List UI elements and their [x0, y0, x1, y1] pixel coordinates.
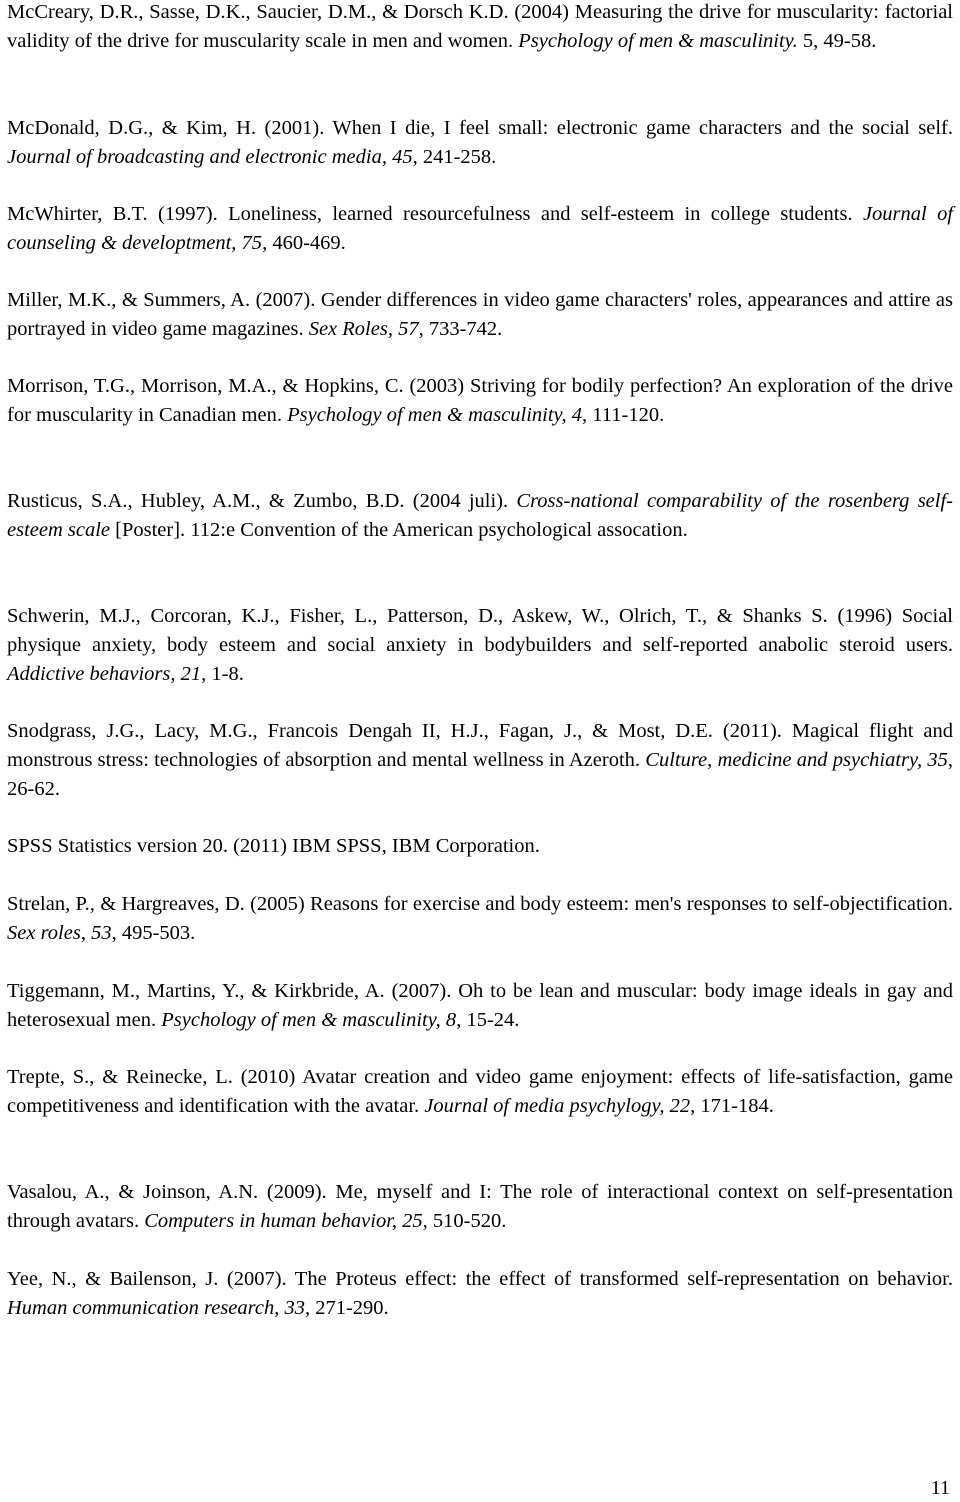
page-number: 11: [930, 1477, 950, 1499]
reference-entry: McWhirter, B.T. (1997). Loneliness, learned resourcefulness and self-esteem in college students. Journal of counseling & developtment, 75, 460-469.: [7, 203, 954, 254]
reference-entry: Miller, M.K., & Summers, A. (2007). Gender differences in video game characters' roles, appearances and attire as portrayed in video game magazines. Sex Roles, 57, 733-742.: [7, 289, 953, 340]
reference-entry: Morrison, T.G., Morrison, M.A., & Hopkins, C. (2003) Striving for bodily perfection? An exploration of the drive for muscularity in Canadian men. Psychology of men & masculinity, 4, 111-120.: [7, 375, 953, 426]
reference-entry: McCreary, D.R., Sasse, D.K., Saucier, D.M., & Dorsch K.D. (2004) Measuring the drive for muscularity: factorial validity of the drive for muscularity scale in men and women. Psychology of men & masculinity. 5, 49-58.: [7, 1, 953, 52]
reference-entry: Yee, N., & Bailenson, J. (2007). The Proteus effect: the effect of transformed self-representation on behavior. Human communication research, 33, 271-290.: [7, 1268, 953, 1319]
reference-entry: Schwerin, M.J., Corcoran, K.J., Fisher, L., Patterson, D., Askew, W., Olrich, T., & Shanks S. (1996) Social physique anxiety, body esteem and social anxiety in bodybuilders and self-reported anabolic steroid users. Addictive behaviors, 21, 1-8.: [7, 605, 953, 685]
reference-entry: Strelan, P., & Hargreaves, D. (2005) Reasons for exercise and body esteem: men's responses to self-objectification. Sex roles, 53, 495-503.: [7, 893, 953, 944]
reference-entry: McDonald, D.G., & Kim, H. (2001). When I die, I feel small: electronic game characters and the social self. Journal of broadcasting and electronic media, 45, 241-258.: [7, 117, 953, 168]
reference-entry: SPSS Statistics version 20. (2011) IBM SPSS, IBM Corporation.: [7, 835, 540, 857]
reference-entry: Snodgrass, J.G., Lacy, M.G., Francois Dengah II, H.J., Fagan, J., & Most, D.E. (2011). Magical flight and monstrous stress: technologies of absorption and mental wellness in Azeroth. Culture, medicine and psychiatry, 35, 26-62.: [7, 720, 953, 800]
reference-entry: Trepte, S., & Reinecke, L. (2010) Avatar creation and video game enjoyment: effects of life-satisfaction, game competitiveness and identification with the avatar. Journal of media psychylogy, 22, 171-184.: [7, 1066, 953, 1117]
reference-entry: Vasalou, A., & Joinson, A.N. (2009). Me, myself and I: The role of interactional context on self-presentation through avatars. Computers in human behavior, 25, 510-520.: [7, 1181, 953, 1232]
reference-entry: Rusticus, S.A., Hubley, A.M., & Zumbo, B.D. (2004 juli). Cross-national comparability of the rosenberg self-esteem scale [Poster]. 112:e Convention of the American psychological assocation.: [7, 490, 953, 541]
reference-entry: Tiggemann, M., Martins, Y., & Kirkbride, A. (2007). Oh to be lean and muscular: body image ideals in gay and heterosexual men. Psychology of men & masculinity, 8, 15-24.: [7, 980, 953, 1031]
